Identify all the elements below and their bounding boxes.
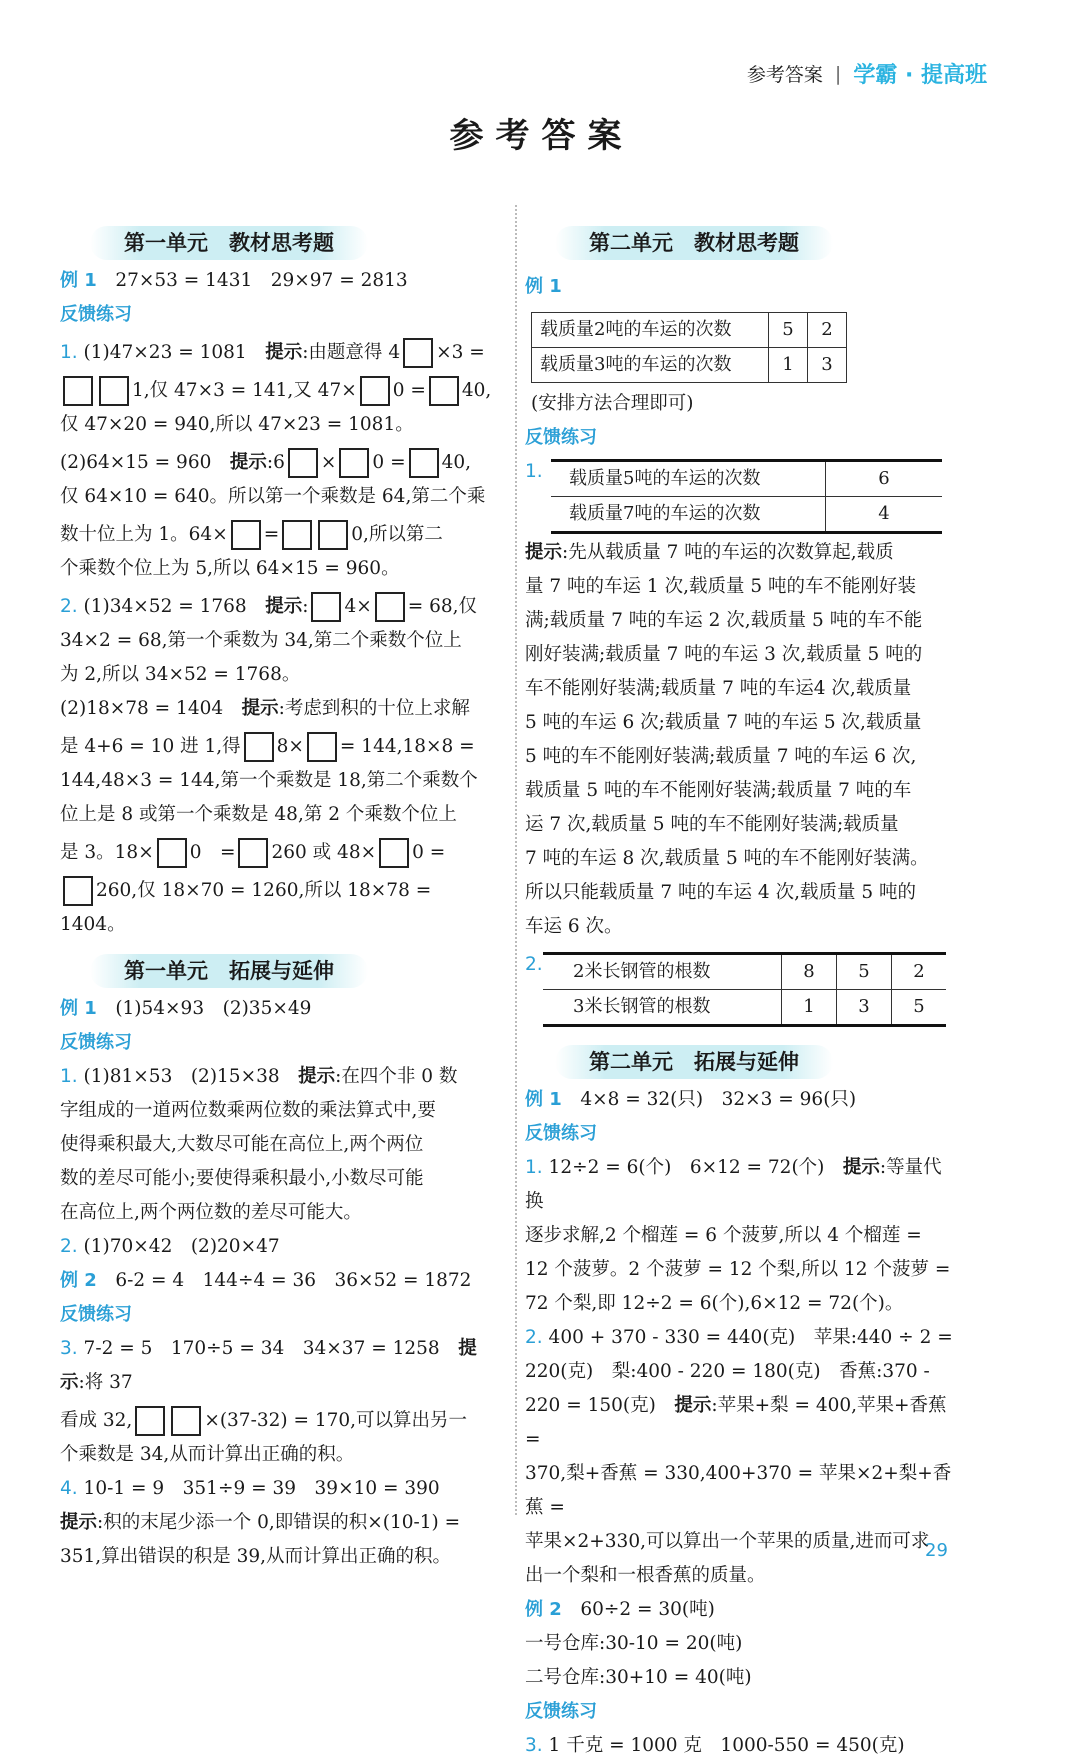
answer-text: 0 =	[372, 452, 406, 473]
feedback-practice-label: 反馈练习	[525, 1123, 597, 1144]
answer-line: 车不能刚好装满;载质量 7 吨的车运4 次,载质量	[525, 678, 912, 699]
question-number: 2.	[525, 1327, 543, 1348]
question-number: 2.	[525, 954, 543, 975]
table-cell: 5	[769, 313, 808, 348]
example-tag: 例 2	[60, 1270, 97, 1291]
answer-text: 400 + 370 - 330 = 440(克) 苹果:440 ÷ 2 =	[548, 1327, 953, 1348]
answer-text: 0 =	[412, 842, 446, 863]
answer-text: (2)18×78 = 1404	[60, 698, 242, 719]
section-title-unit1-extension: 第一单元 拓展与延伸	[90, 954, 368, 988]
column-divider	[515, 205, 517, 1515]
hint-label: 提示	[241, 698, 279, 719]
blank-box	[244, 732, 274, 762]
answer-text: (2)64×15 = 960	[60, 452, 230, 473]
table-cell: 2	[808, 313, 847, 348]
answer-line: 使得乘积最大,大数尽可能在高位上,两个两位	[60, 1134, 424, 1155]
page-header	[747, 58, 987, 89]
blank-box	[379, 838, 409, 868]
answer-text: ×(37-32) = 170,可以算出另一	[204, 1410, 468, 1431]
answer-line	[60, 1506, 500, 1540]
answer-text: 0 =	[392, 380, 426, 401]
blank-box	[429, 376, 459, 406]
table-cell: 载质量5吨的车运的次数	[551, 461, 826, 497]
page-number: 29	[925, 1540, 948, 1561]
blank-box	[171, 1406, 201, 1436]
answer-line: 在高位上,两个两位数的差尽可能大。	[60, 1202, 362, 1223]
answer-line	[60, 1060, 500, 1094]
answer-text: ×3 =	[436, 342, 485, 363]
answer-line: 351,算出错误的积是 39,从而计算出正确的积。	[60, 1546, 451, 1567]
answer-note: (安排方法合理即可)	[531, 393, 694, 414]
hint-label: 提示	[229, 452, 267, 473]
answer-line: 一号仓库:30-10 = 20(吨)	[525, 1633, 743, 1654]
answer-text: 数十位上为 1。64×	[60, 524, 228, 545]
brand-logo-text: 学霸 · 提高班	[853, 63, 987, 88]
answer-text: 8×	[276, 736, 304, 757]
answer-line: 220(克) 梨:400 - 220 = 180(克) 香蕉:370 -	[525, 1361, 930, 1382]
table-cell: 5	[892, 990, 947, 1026]
question-number: 1.	[525, 1157, 543, 1178]
answer-text: 是 3。18×	[60, 842, 154, 863]
feedback-practice-label: 反馈练习	[525, 427, 597, 448]
answer-text: :先从载质量 7 吨的车运的次数算起,载质	[562, 542, 894, 563]
answer-line: 个乘数是 34,从而计算出正确的积。	[60, 1444, 355, 1465]
answer-text: :考虑到积的十位上求解	[278, 698, 470, 719]
answer-line: 满;载质量 7 吨的车运 2 次,载质量 5 吨的车不能	[525, 610, 923, 631]
answer-line: 苹果×2+330,可以算出一个苹果的质量,进而可求	[525, 1531, 930, 1552]
answer-text: :将 37	[78, 1372, 133, 1393]
hint-label: 提示	[265, 596, 303, 617]
feedback-practice-label: 反馈练习	[60, 1304, 132, 1325]
blank-box	[375, 592, 405, 622]
answer-line: 位上是 8 或第一个乘数是 48,第 2 个乘数个位上	[60, 804, 457, 825]
answer-line: 5 吨的车不能刚好装满;载质量 7 吨的车运 6 次,	[525, 746, 917, 767]
table-row	[532, 348, 847, 383]
question-2-block	[525, 948, 960, 1027]
answer-text: ×	[320, 452, 337, 473]
section-title-unit2-extension: 第二单元 拓展与延伸	[555, 1045, 833, 1079]
answer-text: 0,所以第二	[351, 524, 443, 545]
example-2-line	[525, 1593, 960, 1627]
table-row	[551, 497, 942, 533]
answer-text: 1,仅 47×3 = 141,又 47×	[132, 380, 357, 401]
answer-line: 个乘数个位上为 5,所以 64×15 = 960。	[60, 558, 400, 579]
answer-line	[60, 590, 500, 624]
table-cell: 3	[808, 348, 847, 383]
answer-line	[60, 1404, 500, 1438]
answer-line	[60, 1472, 500, 1506]
section-title-unit1-textbook: 第一单元 教材思考题	[90, 226, 368, 260]
answer-line	[60, 836, 500, 870]
answer-text: 是 4+6 = 10 进 1,得	[60, 736, 241, 757]
blank-box	[238, 838, 268, 868]
answer-line	[60, 336, 500, 370]
answer-text: (1)47×23 = 1081	[83, 342, 266, 363]
example-1-answer: (1)54×93 (2)35×49	[115, 998, 312, 1019]
question-number: 2.	[60, 596, 78, 617]
answer-line: 量 7 吨的车运 1 次,载质量 5 吨的车不能刚好装	[525, 576, 916, 597]
answer-line: 5 吨的车运 6 次;载质量 7 吨的车运 5 次,载质量	[525, 712, 922, 733]
answer-line: 34×2 = 68,第一个乘数为 34,第二个乘数个位上	[60, 630, 462, 651]
answer-text: 4×	[344, 596, 372, 617]
answer-line	[525, 1389, 960, 1457]
blank-box	[409, 448, 439, 478]
blank-box	[318, 520, 348, 550]
blank-box	[99, 376, 129, 406]
table-cell: 8	[782, 954, 837, 990]
answer-text: 1 千克 = 1000 克 1000-550 = 450(克)	[548, 1735, 905, 1756]
blank-box	[360, 376, 390, 406]
answer-text: 看成 32,	[60, 1410, 133, 1431]
question-number: 1.	[525, 461, 543, 482]
table-cell: 2	[892, 954, 947, 990]
page-title: 参考答案	[449, 116, 634, 156]
table-row	[543, 990, 946, 1026]
answer-line: 刚好装满;载质量 7 吨的车运 3 次,载质量 5 吨的	[525, 644, 923, 665]
answer-line: 车运 6 次。	[525, 916, 623, 937]
answer-text: = 144,18×8 =	[339, 736, 475, 757]
question-number: 4.	[60, 1478, 78, 1499]
answer-text: 12÷2 = 6(个) 6×12 = 72(个)	[548, 1157, 843, 1178]
section-title-unit2-textbook: 第二单元 教材思考题	[555, 226, 833, 260]
question-1-block	[525, 455, 960, 534]
feedback-practice-label: 反馈练习	[60, 1032, 132, 1053]
example-tag: 例 1	[525, 276, 562, 297]
example-1-line	[525, 1083, 960, 1117]
blank-box	[231, 520, 261, 550]
answer-line: 72 个梨,即 12÷2 = 6(个),6×12 = 72(个)。	[525, 1293, 904, 1314]
answer-text: 40,	[441, 452, 471, 473]
table-cell: 5	[837, 954, 892, 990]
table-cell: 3米长钢管的根数	[543, 990, 782, 1026]
example-tag: 例 1	[525, 1089, 562, 1110]
example-1-line	[60, 264, 500, 298]
answer-text: 10-1 = 9 351÷9 = 39 39×10 = 390	[83, 1478, 440, 1499]
answer-text: :	[302, 596, 309, 617]
blank-box	[157, 838, 187, 868]
example-1-line	[60, 992, 500, 1026]
table-cell: 载质量2吨的车运的次数	[532, 313, 769, 348]
table-cell: 6	[826, 461, 943, 497]
left-column	[60, 222, 500, 1574]
answer-line: 二号仓库:30+10 = 40(吨)	[525, 1667, 752, 1688]
answer-line	[525, 536, 960, 570]
blank-box	[135, 1406, 165, 1436]
table-cell: 1	[769, 348, 808, 383]
blank-box	[403, 338, 433, 368]
answer-text: :积的末尾少添一个 0,即错误的积×(10-1) =	[97, 1512, 461, 1533]
table-row	[543, 954, 946, 990]
answer-text: 220 = 150(克)	[525, 1395, 675, 1416]
answer-text: (1)34×52 = 1768	[83, 596, 266, 617]
answer-text: 260,仅 18×70 = 1260,所以 18×78 = 1404。	[60, 880, 432, 935]
truck-5-7-table	[551, 459, 942, 534]
truck-trips-table	[531, 312, 847, 383]
hint-label: 提示	[525, 542, 563, 563]
blank-box	[307, 732, 337, 762]
answer-text: 7-2 = 5 170÷5 = 34 34×37 = 1258	[83, 1338, 459, 1359]
example-2-answer: 6-2 = 4 144÷4 = 36 36×52 = 1872	[115, 1270, 472, 1291]
answer-line: 载质量 5 吨的车不能刚好装满;载质量 7 吨的车	[525, 780, 912, 801]
hint-label: 提示	[60, 1338, 477, 1393]
blank-box	[311, 592, 341, 622]
answer-line: 仅 47×20 = 940,所以 47×23 = 1081。	[60, 414, 414, 435]
answer-line: 逐步求解,2 个榴莲 = 6 个菠萝,所以 4 个榴莲 =	[525, 1225, 922, 1246]
answer-line: 数的差尽可能小;要使得乘积最小,小数尽可能	[60, 1168, 424, 1189]
answer-text: (1)70×42 (2)20×47	[83, 1236, 280, 1257]
answer-text: (1)81×53 (2)15×38	[83, 1066, 299, 1087]
example-2-line	[60, 1264, 500, 1298]
answer-line: 7 吨的车运 8 次,载质量 5 吨的车不能刚好装满。	[525, 848, 929, 869]
blank-box	[63, 876, 93, 906]
right-column	[525, 222, 960, 1763]
table-row	[532, 313, 847, 348]
answer-text: 40,	[461, 380, 492, 401]
answer-line: 12 个菠萝。2 个菠萝 = 12 个梨,所以 12 个菠萝 =	[525, 1259, 951, 1280]
answer-line: 144,48×3 = 144,第一个乘数是 18,第二个乘数个	[60, 770, 478, 791]
answer-text: :由题意得 4	[302, 342, 401, 363]
answer-text: =	[263, 524, 280, 545]
answer-text: :6	[266, 452, 285, 473]
hint-label: 提示	[674, 1395, 712, 1416]
answer-text: 0 =	[189, 842, 236, 863]
answer-text: :在四个非 0 数	[335, 1066, 458, 1087]
answer-line	[60, 446, 500, 480]
answer-text: 260 或 48×	[271, 842, 377, 863]
table-cell: 载质量3吨的车运的次数	[532, 348, 769, 383]
answer-line: 运 7 次,载质量 5 吨的车不能刚好装满;载质量	[525, 814, 899, 835]
answer-line	[525, 1321, 960, 1355]
table-cell: 载质量7吨的车运的次数	[551, 497, 826, 533]
answer-line	[525, 1729, 960, 1763]
answer-line	[60, 374, 500, 408]
answer-line	[60, 1230, 500, 1264]
hint-label: 提示	[842, 1157, 880, 1178]
answer-line: 出一个梨和一根香蕉的质量。	[525, 1565, 766, 1586]
hint-label: 提示	[265, 342, 303, 363]
answer-text: :苹果+梨 = 400,苹果+香蕉 =	[525, 1395, 947, 1450]
blank-box	[63, 376, 93, 406]
answer-line	[60, 518, 500, 552]
blank-box	[339, 448, 369, 478]
question-number: 3.	[60, 1338, 78, 1359]
answer-line	[60, 1332, 500, 1400]
answer-text: :等量代换	[525, 1157, 942, 1212]
answer-line	[525, 1151, 960, 1219]
question-number: 1.	[60, 1066, 78, 1087]
answer-line: 仅 64×10 = 640。所以第一个乘数是 64,第二个乘	[60, 486, 486, 507]
steel-pipe-table	[543, 952, 946, 1027]
question-number: 2.	[60, 1236, 78, 1257]
example-tag: 例 1	[60, 998, 97, 1019]
question-number: 3.	[525, 1735, 543, 1756]
hint-label: 提示	[298, 1066, 336, 1087]
table-cell: 2米长钢管的根数	[543, 954, 782, 990]
table-cell: 3	[837, 990, 892, 1026]
blank-box	[288, 448, 318, 478]
answer-line: 370,梨+香蕉 = 330,400+370 = 苹果×2+梨+香蕉 =	[525, 1463, 952, 1518]
table-cell: 4	[826, 497, 943, 533]
example-tag: 例 2	[525, 1599, 562, 1620]
blank-box	[282, 520, 312, 550]
example-2-answer: 60÷2 = 30(吨)	[580, 1599, 715, 1620]
answer-line	[60, 874, 500, 942]
answer-line	[60, 692, 500, 726]
answer-line: 为 2,所以 34×52 = 1768。	[60, 664, 301, 685]
example-tag: 例 1	[60, 270, 97, 291]
answer-text: = 68,仅	[407, 596, 478, 617]
hint-label: 提示	[60, 1512, 98, 1533]
answer-line: 字组成的一道两位数乘两位数的乘法算式中,要	[60, 1100, 436, 1121]
feedback-practice-label: 反馈练习	[60, 304, 132, 325]
question-number: 1.	[60, 342, 78, 363]
answer-line: 所以只能载质量 7 吨的车运 4 次,载质量 5 吨的	[525, 882, 916, 903]
example-1-answer: 27×53 = 1431 29×97 = 2813	[115, 270, 408, 291]
header-separator: |	[834, 62, 842, 85]
example-1-answer: 4×8 = 32(只) 32×3 = 96(只)	[580, 1089, 857, 1110]
header-label: 参考答案	[746, 64, 823, 86]
table-cell: 1	[782, 990, 837, 1026]
table-row	[551, 461, 942, 497]
feedback-practice-label: 反馈练习	[525, 1701, 597, 1722]
answer-line	[60, 730, 500, 764]
